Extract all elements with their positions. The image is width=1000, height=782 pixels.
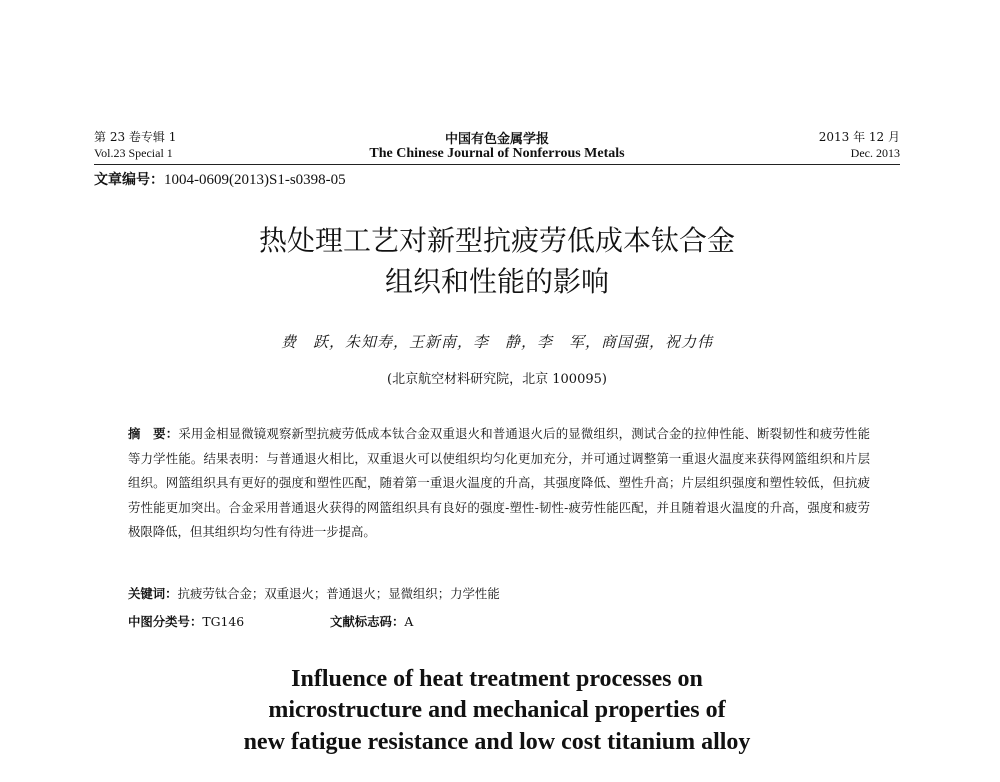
header-divider	[94, 164, 900, 165]
keywords-text: 抗疲劳钛合金；双重退火；普通退火；显微组织；力学性能	[177, 586, 500, 601]
classification-line	[128, 612, 870, 630]
title-en-line-3: new fatigue resistance and low cost titanium alloy	[243, 729, 751, 755]
clc-label: 中图分类号：	[128, 614, 203, 629]
title-cn-line-2: 组织和性能的影响	[384, 265, 609, 298]
article-number-value: 1004-0609(2013)S1-s0398-05	[164, 172, 346, 188]
document-code	[330, 612, 413, 630]
abstract	[128, 422, 870, 545]
doc-code-value: A	[404, 614, 414, 629]
issue-date-cn: 2013 年 12 月	[818, 130, 900, 144]
running-header-en	[94, 146, 900, 164]
clc-value: TG146	[202, 614, 245, 629]
article-number	[94, 169, 346, 189]
volume-en: Vol.23 Special 1	[94, 146, 173, 160]
journal-name-cn: 中国有色金属学报	[444, 132, 549, 147]
journal-name-en: The Chinese Journal of Nonferrous Metals	[369, 146, 625, 161]
volume-cn: 第 23 卷专辑 1	[94, 130, 177, 144]
abstract-text: 采用金相显微镜观察新型抗疲劳低成本钛合金双重退火和普通退火后的显微组织，测试合金的拉伸性能、断裂韧性和疲劳性能等力学性能。结果表明：与普通退火相比，双重退火可以使组织均匀化更加充分，并可通过调整第一重退火温度来获得网篮组织和片层组织。网篮组织具有更好的强度和塑性匹配，随着第一重退火温度的升高，其强度降低、塑性升高；片层组织强度和塑性较低，但抗疲劳性能更加突出。合金采用普通退火获得的网篮组织具有良好的强度-塑性-韧性-疲劳性能匹配，并且随着退火温度的升高，强度和疲劳极限降低，但其组织均匀性有待进一步提高。	[128, 426, 871, 540]
issue-date-en: Dec. 2013	[850, 146, 900, 160]
keywords	[128, 584, 870, 602]
article-number-label: 文章编号：	[94, 172, 164, 188]
authors: 费 跃，朱知寿，王新南，李 静，李 军，商国强，祝力伟	[280, 333, 713, 351]
title-en-line-2: microstructure and mechanical properties of	[268, 697, 726, 723]
affiliation: (北京航空材料研究院，北京 100095)	[387, 372, 607, 387]
running-header-cn	[94, 128, 900, 146]
title-en-line-1: Influence of heat treatment processes on	[291, 666, 703, 692]
doc-code-label: 文献标志码：	[330, 614, 405, 629]
title-cn-line-1: 热处理工艺对新型抗疲劳低成本钛合金	[258, 224, 735, 257]
keywords-label: 关键词：	[128, 586, 178, 601]
abstract-label: 摘 要：	[128, 426, 179, 441]
